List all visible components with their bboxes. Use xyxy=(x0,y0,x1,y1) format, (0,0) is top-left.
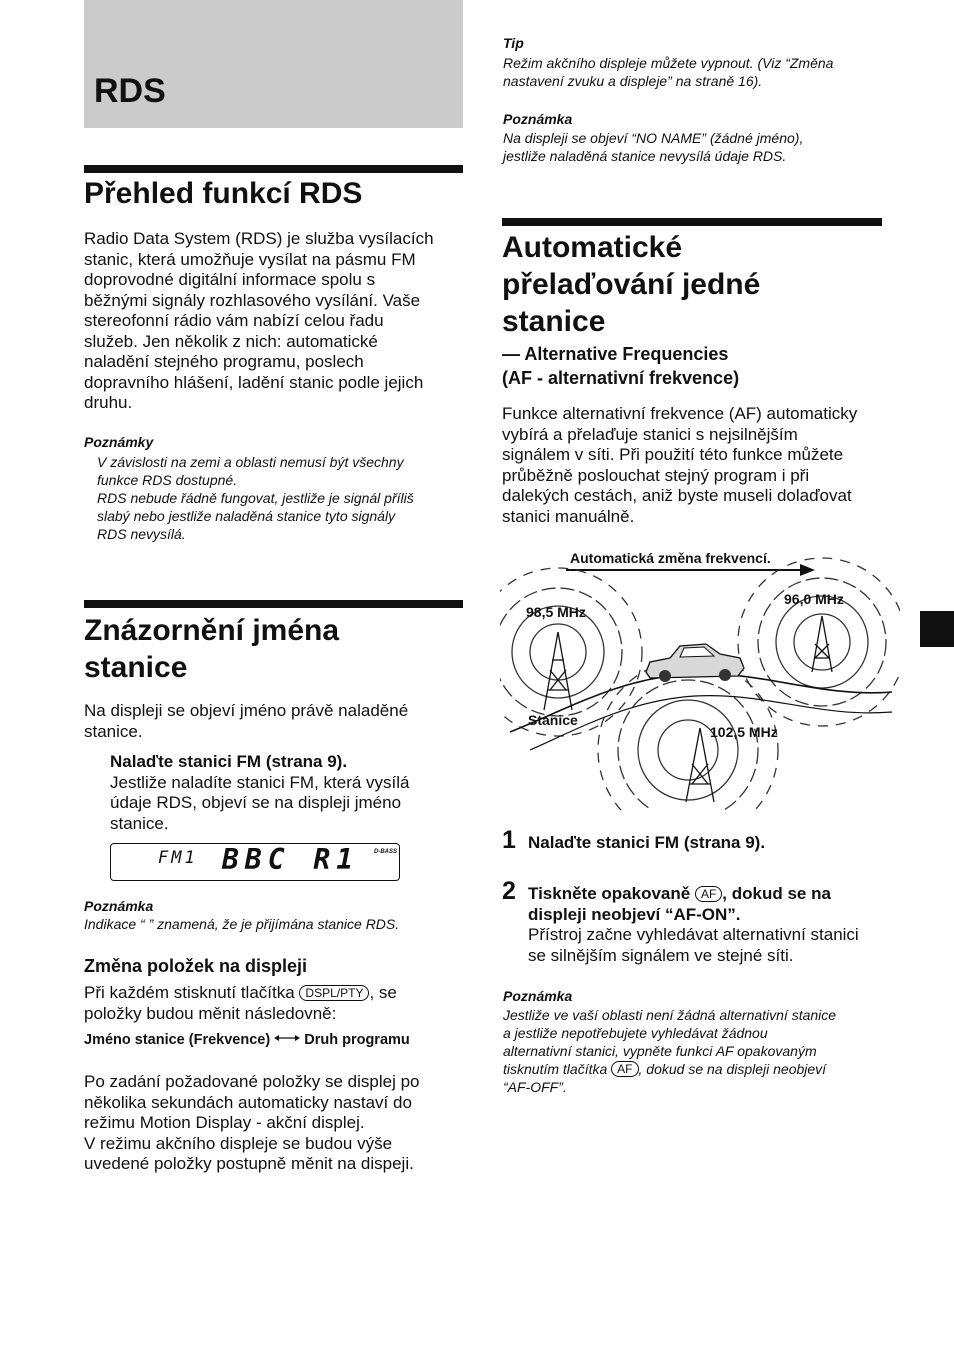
heading-rule xyxy=(84,165,463,173)
diagram-arrow-label: Automatická změna frekvencí. xyxy=(570,550,771,566)
freq-label-102-5: 102,5 MHz xyxy=(710,724,778,740)
af-button: AF xyxy=(611,1061,638,1077)
section-header-title: RDS xyxy=(94,72,166,110)
af-paragraph: Funkce alternativní frekvence (AF) automaticky vybírá a přelaďuje stanici s nejsilnějším signálem v síti. Při použití této funkce můžete průběžně poslouchat stejný program i při dalekých cestách, aniž byste museli dolaďovat stanici manuálně. xyxy=(502,404,858,526)
notes-list: V závislosti na zemi a oblasti nemusí být všechny funkce RDS dostupné. RDS nebude řádně fungovat, jestliže je signál příliš slabý nebo jestliže naladěná stanice tyto signály RDS nevysílá. xyxy=(97,454,414,542)
double-arrow-icon xyxy=(274,1033,300,1043)
station-name-step: Nalaďte stanici FM (strana 9). Jestliže naladíte stanici FM, která vysílá údaje RDS, objeví se na displeji jméno stanice. xyxy=(110,752,410,833)
heading-rule xyxy=(84,600,463,608)
dspl-pty-button: DSPL/PTY xyxy=(299,985,369,1001)
step-number: 1 xyxy=(502,826,516,854)
tower-icon xyxy=(812,616,832,672)
note-title: Poznámka xyxy=(503,111,573,127)
step1-text: Nalaďte stanici FM (strana 9). xyxy=(528,833,766,852)
tip-text: Režim akčního displeje můžete vypnout. (Viz “Změna nastavení zvuku a displeje” na straně 16). xyxy=(503,55,834,89)
lcd-station-name-text: BBC R1 xyxy=(222,843,360,876)
heading-station-name: Znázornění jména stanice xyxy=(84,614,340,684)
station-label: Stanice xyxy=(528,712,578,728)
af-button: AF xyxy=(695,886,722,902)
display-note-text: Indikace “ ” znamená, že je přijímána stanice RDS. xyxy=(84,916,400,932)
heading-rds-overview: Přehled funkcí RDS xyxy=(84,177,363,210)
af-subtitle: — Alternative Frequencies (AF - alternativní frekvence) xyxy=(502,344,740,388)
af-note-title: Poznámka xyxy=(503,988,573,1004)
step2-text: Tiskněte opakovaně AF , dokud se na displeji neobjeví “AF-ON”. Přístroj začne vyhledávat alternativní stanici se silnějším signálem ve stejné síti. xyxy=(528,884,859,965)
page-side-tab xyxy=(920,611,954,647)
lcd-dbass-badge: D-BASS xyxy=(374,849,398,855)
heading-rule xyxy=(502,218,882,226)
af-note-text: Jestliže ve vaší oblasti není žádná alternativní stanice a jestliže nepotřebujete vyhledávat žádnou alternativní stanici, vypněte funkci AF opakovaným tisknutím tlačítka AF , dokud se na displeji neobjeví “AF-OFF”. xyxy=(503,1007,837,1095)
rds-overview-paragraph: Radio Data System (RDS) je služba vysílacích stanic, která umožňuje vysílat na pásmu FM doprovodné digitální informace spolu s běžnými signály rozhlasového vysílání. Vaše stereofonní rádio vám nabízí celou řadu služeb. Jen několik z nich: automatické naladění stejného programu, poslech dopravního hlášení, ladění stanic podle jejich druhu. xyxy=(84,229,434,412)
display-cycle: Jméno stanice (Frekvence) Druh programu xyxy=(84,1032,410,1048)
note-no-name: Na displeji se objeví “NO NAME” (žádné jméno), jestliže naladěná stanice nevysílá údaje RDS. xyxy=(503,130,804,164)
arrow-head xyxy=(800,564,815,576)
step-number: 2 xyxy=(502,877,516,905)
freq-label-96-0: 96,0 MHz xyxy=(784,591,844,607)
station-name-intro: Na displeji se objeví jméno právě naladěné stanice. xyxy=(84,701,409,741)
af-diagram xyxy=(500,540,900,810)
step-title: Nalaďte stanici FM (strana 9). xyxy=(110,752,348,771)
freq-label-98-5: 98,5 MHz xyxy=(526,604,586,620)
display-items-paragraph: Při každém stisknutí tlačítka DSPL/PTY , se položky budou měnit následovně: xyxy=(84,983,397,1023)
car-icon xyxy=(646,644,744,682)
motion-display-paragraph: Po zadání požadované položky se displej po několika sekundách automaticky nastaví do režimu Motion Display - akční displej. V režimu akčního displeje se budou výše uvedené položky postupně měnit na dispeji. xyxy=(84,1072,420,1173)
lcd-band-text: FM1 xyxy=(158,848,198,868)
notes-title: Poznámky xyxy=(84,434,154,450)
heading-af: Automatické přelaďování jedné stanice xyxy=(502,231,761,338)
subheading-display-items: Změna položek na displeji xyxy=(84,956,308,976)
tip-title: Tip xyxy=(503,35,524,51)
display-note-title: Poznámka xyxy=(84,898,154,914)
signal-waves-right xyxy=(738,558,900,726)
